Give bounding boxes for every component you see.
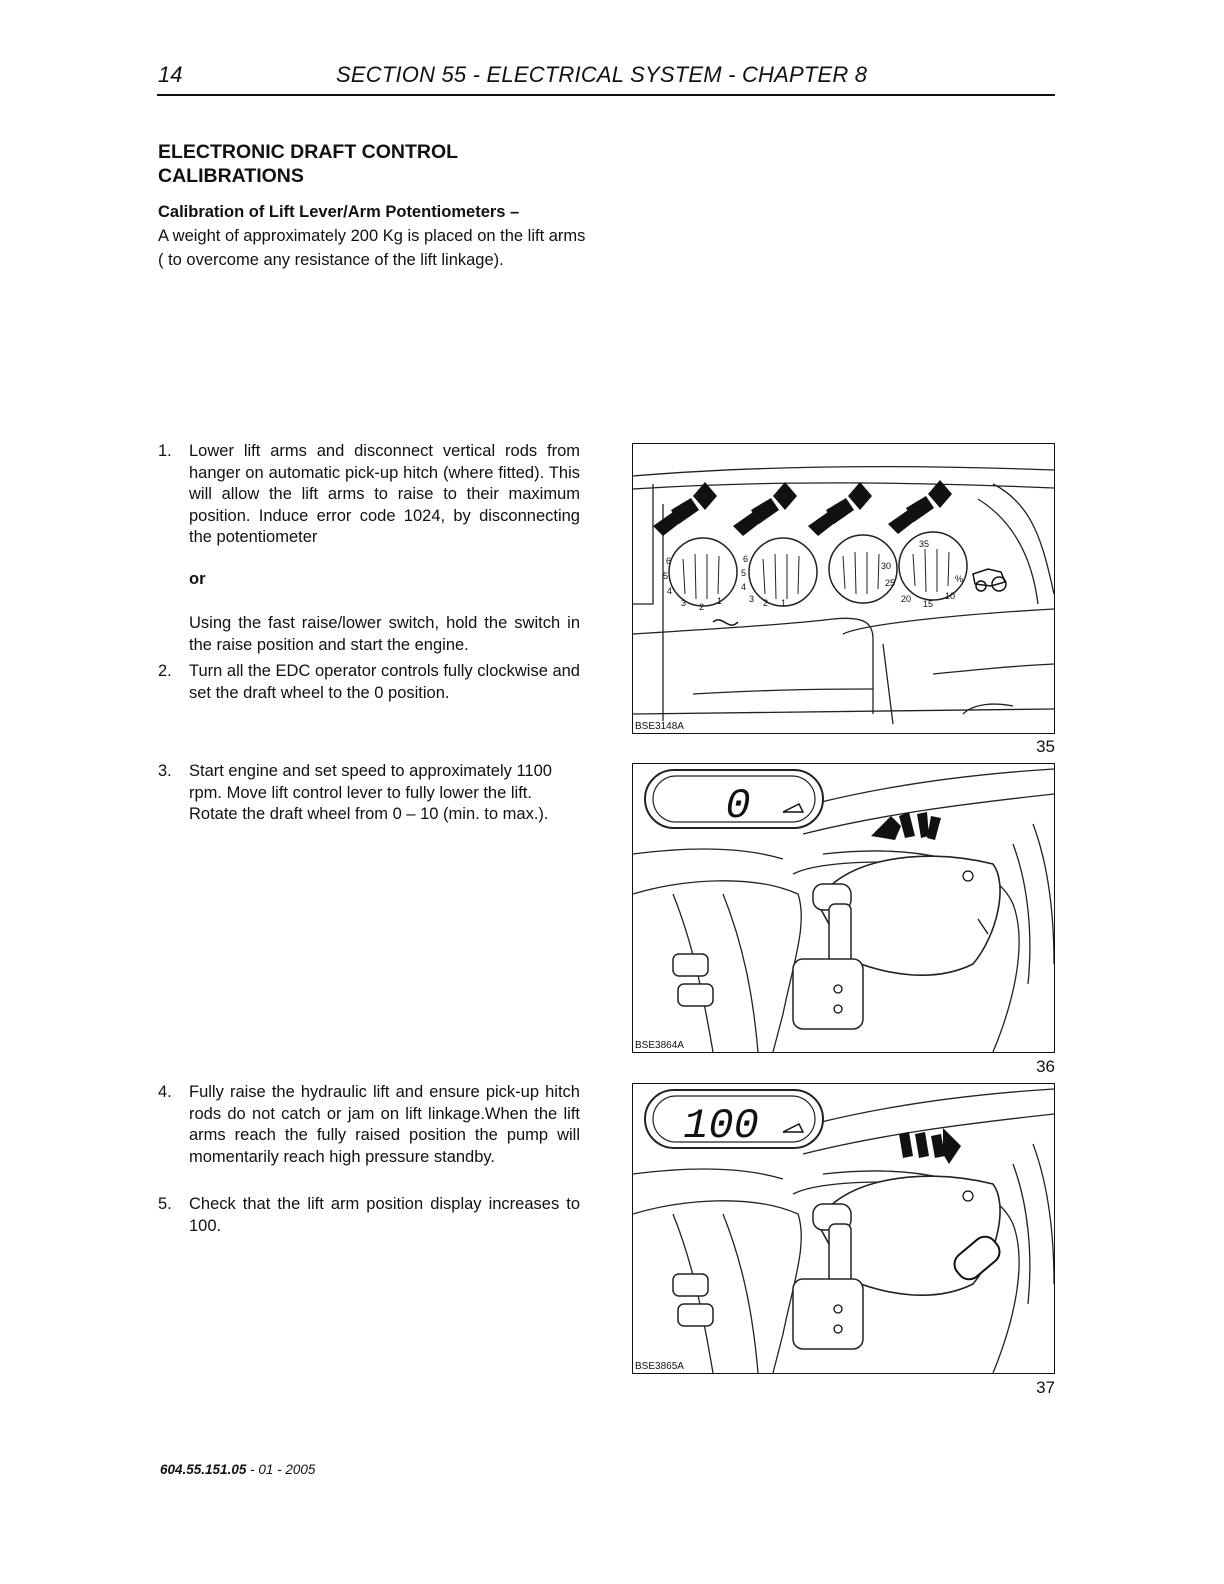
figure-number-35: 35 (1036, 737, 1055, 756)
page-heading: ELECTRONIC DRAFT CONTROL CALIBRATIONS (158, 141, 458, 187)
or-label: or (189, 570, 206, 588)
knob4-scale-20: 20 (901, 594, 912, 604)
lift-position-display: 100 (683, 1102, 759, 1150)
knob2-scale-3: 3 (749, 594, 755, 604)
lift-control-illustration-min (633, 764, 1054, 1052)
knob1-scale-5: 5 (663, 571, 669, 581)
page-number: 14 (158, 62, 183, 87)
figure-code: BSE3148A (635, 721, 684, 732)
knob2-scale-6: 6 (743, 554, 749, 564)
knob4-scale-10: 10 (945, 591, 956, 601)
document-number: 604.55.151.05 (160, 1462, 247, 1477)
figure-37-draft-wheel-max (632, 1083, 1055, 1374)
knob4-scale-15: 15 (923, 599, 934, 609)
knob2-scale-1: 1 (781, 598, 787, 608)
step-number: 3. (158, 762, 172, 780)
step-text: Lower lift arms and disconnect vertical rods from hanger on automatic pick-up hitch (where fitted). This will allow the lift arms to raise to their maximum position. Induce error code 1024, by disconnecting the potentiometer (189, 442, 580, 546)
lift-control-illustration-max (633, 1084, 1054, 1373)
step-number: 5. (158, 1195, 172, 1213)
step-number: 1. (158, 442, 172, 460)
step-2 (158, 661, 580, 704)
step-text: Check that the lift arm position display increases to 100. (189, 1195, 580, 1235)
knob1-scale-3: 3 (681, 598, 687, 608)
lift-position-display: 0 (725, 782, 751, 830)
step-number: 4. (158, 1083, 172, 1101)
step-text: Fully raise the hydraulic lift and ensure pick-up hitch rods do not catch or jam on lift linkage.When the lift arms reach the fully raised position the pump will momentarily reach high pressure standby. (189, 1083, 580, 1166)
intro-paragraph (158, 200, 588, 272)
document-date: - 01 - 2005 (246, 1462, 316, 1477)
step-5 (158, 1194, 580, 1237)
figure-code: BSE3865A (635, 1361, 684, 1372)
knob4-scale-percent: % (955, 574, 964, 584)
knob1-scale-2: 2 (699, 602, 705, 612)
knob2-scale-4: 4 (741, 582, 747, 592)
figure-36-draft-wheel-min (632, 763, 1055, 1053)
step-text: Turn all the EDC operator controls fully clockwise and set the draft wheel to the 0 position. (189, 662, 580, 702)
intro-text: A weight of approximately 200 Kg is placed on the lift arms ( to overcome any resistance of the lift linkage). (158, 227, 586, 269)
knob1-scale-6: 6 (666, 556, 672, 566)
knob1-scale-1: 1 (717, 596, 723, 606)
step-1-alt (158, 613, 580, 656)
header-rule (157, 94, 1055, 96)
step-text: Using the fast raise/lower switch, hold the switch in the raise position and start the engine. (189, 614, 580, 654)
step-3 (158, 761, 580, 826)
figure-number-36: 36 (1036, 1057, 1055, 1076)
knob1-scale-4: 4 (667, 586, 673, 596)
knob4-scale-25: 25 (885, 578, 896, 588)
figure-number-37: 37 (1036, 1378, 1055, 1397)
knob2-scale-5: 5 (741, 568, 747, 578)
step-number: 2. (158, 662, 172, 680)
intro-bold-title: Calibration of Lift Lever/Arm Potentiometers – (158, 203, 520, 221)
figure-code: BSE3864A (635, 1040, 684, 1051)
step-text: Start engine and set speed to approximately 1100 rpm. Move lift control lever to fully lower the lift. Rotate the draft wheel from 0 – 10 (min. to max.). (189, 762, 552, 823)
section-title: SECTION 55 - ELECTRICAL SYSTEM - CHAPTER 8 (336, 62, 868, 87)
knob4-scale-35: 35 (919, 539, 930, 549)
knob4-scale-30: 30 (881, 561, 892, 571)
knob2-scale-2: 2 (763, 598, 769, 608)
edc-control-panel-illustration (633, 444, 1054, 733)
page-footer (160, 1462, 315, 1477)
step-1 (158, 441, 580, 549)
figure-35-edc-knobs (632, 443, 1055, 734)
step-4 (158, 1082, 580, 1168)
